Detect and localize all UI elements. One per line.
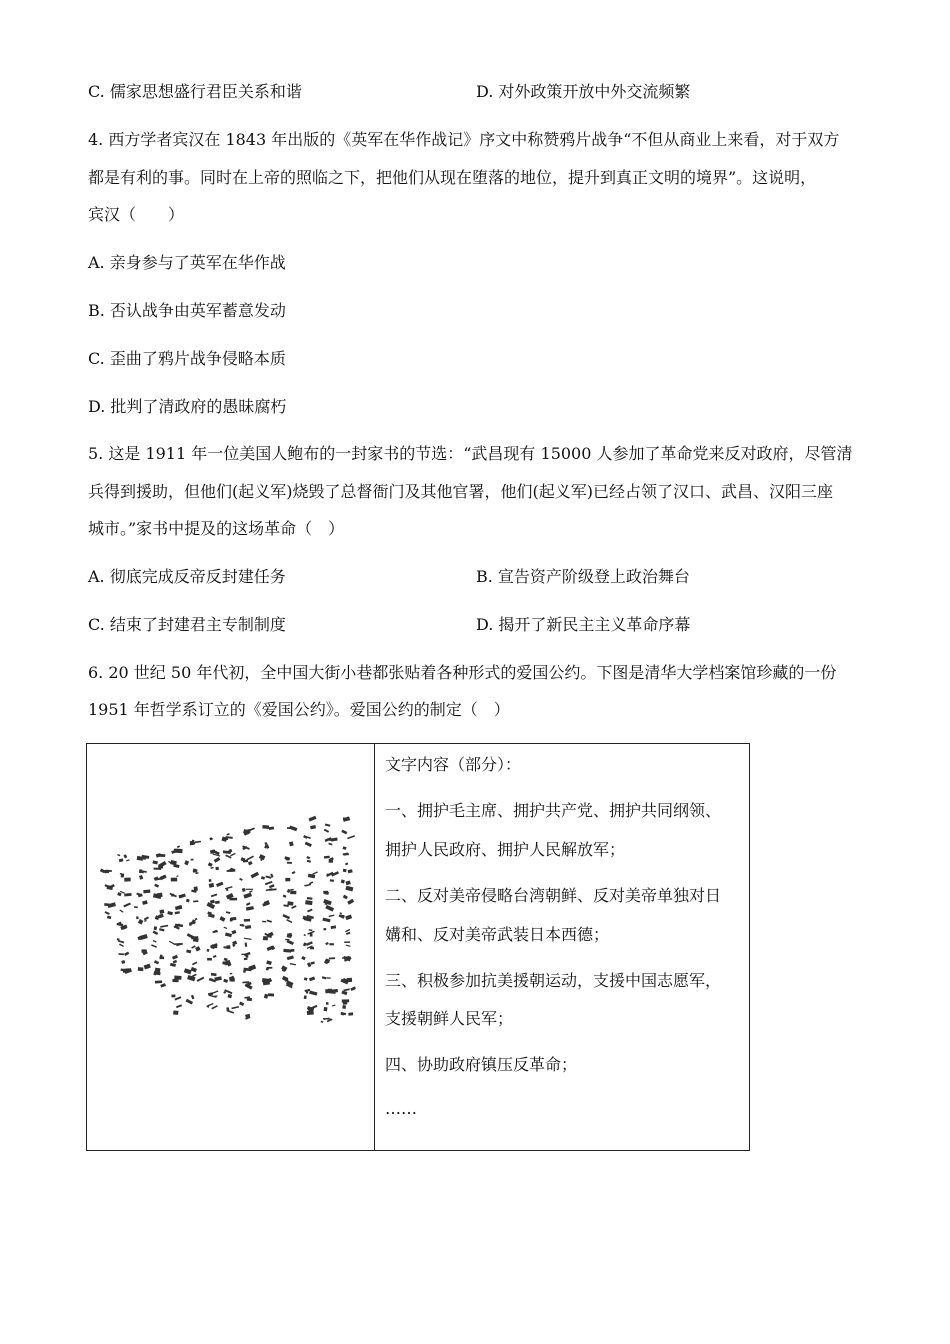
q4-stem-line-1: 4. 西方学者宾汉在 1843 年出版的《英军在华作战记》序文中称赞鸦片战争“不但从商业上来看，对于双方: [88, 130, 840, 149]
pact-item-3-line-2: 支援朝鲜人民军；: [385, 1009, 514, 1028]
pact-item-1-line-2: 拥护人民政府、拥护人民解放军；: [385, 840, 626, 859]
pact-ellipsis: ……: [385, 1099, 417, 1118]
pact-item-2-line-1: 二、反对美帝侵略台湾朝鲜、反对美帝单独对日: [385, 886, 722, 905]
pact-item-1-line-1: 一、拥护毛主席、拥护共产党、拥护共同纲领、: [385, 801, 722, 820]
q4-option-d: D. 批判了清政府的愚昧腐朽: [88, 397, 287, 416]
pact-item-2-line-2: 媾和、反对美帝武装日本西德；: [385, 925, 610, 944]
patriotic-pact-table: [86, 743, 750, 1151]
q4-option-b: B. 否认战争由英军蓄意发动: [88, 301, 286, 320]
q5-option-c: C. 结束了封建君主专制制度: [88, 615, 286, 634]
q6-stem-line-2: 1951 年哲学系订立的《爱国公约》。爱国公约的制定（ ）: [88, 700, 510, 719]
q5-option-a: A. 彻底完成反帝反封建任务: [88, 567, 286, 586]
pact-item-4: 四、协助政府镇压反革命；: [385, 1055, 578, 1074]
q5-option-d: D. 揭开了新民主主义革命序幕: [476, 615, 691, 634]
q4-stem-line-2: 都是有利的事。同时在上帝的照临之下，把他们从现在堕落的地位，提升到真正文明的境界”。这说明，: [88, 168, 817, 187]
q4-option-a: A. 亲身参与了英军在华作战: [88, 253, 286, 272]
manuscript-image-cell: [87, 744, 375, 1150]
q3-option-c: C. 儒家思想盛行君臣关系和谐: [88, 82, 302, 101]
q3-option-d: D. 对外政策开放中外交流频繁: [476, 82, 691, 101]
text-content-cell: [375, 744, 749, 1150]
table-header: 文字内容（部分）：: [385, 755, 522, 774]
q5-stem-line-3: 城市。”家书中提及的这场革命（ ）: [88, 519, 345, 538]
pact-item-3-line-1: 三、积极参加抗美援朝运动，支援中国志愿军，: [385, 971, 722, 990]
q5-stem-line-2: 兵得到援助，但他们(起义军)烧毁了总督衙门及其他官署，他们(起义军)已经占领了汉口、武昌、汉阳三座: [88, 482, 833, 501]
q4-option-c: C. 歪曲了鸦片战争侵略本质: [88, 349, 286, 368]
q5-option-b: B. 宣告资产阶级登上政治舞台: [476, 567, 690, 586]
q5-stem-line-1: 5. 这是 1911 年一位美国人鲍布的一封家书的节选：“武昌现有 15000 人参加了革命党来反对政府，尽管清: [88, 444, 853, 463]
q4-stem-line-3: 宾汉（ ）: [88, 205, 185, 224]
q6-stem-line-1: 6. 20 世纪 50 年代初，全中国大街小巷都张贴着各种形式的爱国公约。下图是清华大学档案馆珍藏的一份: [88, 663, 837, 682]
handwritten-manuscript-image: [87, 744, 373, 1150]
